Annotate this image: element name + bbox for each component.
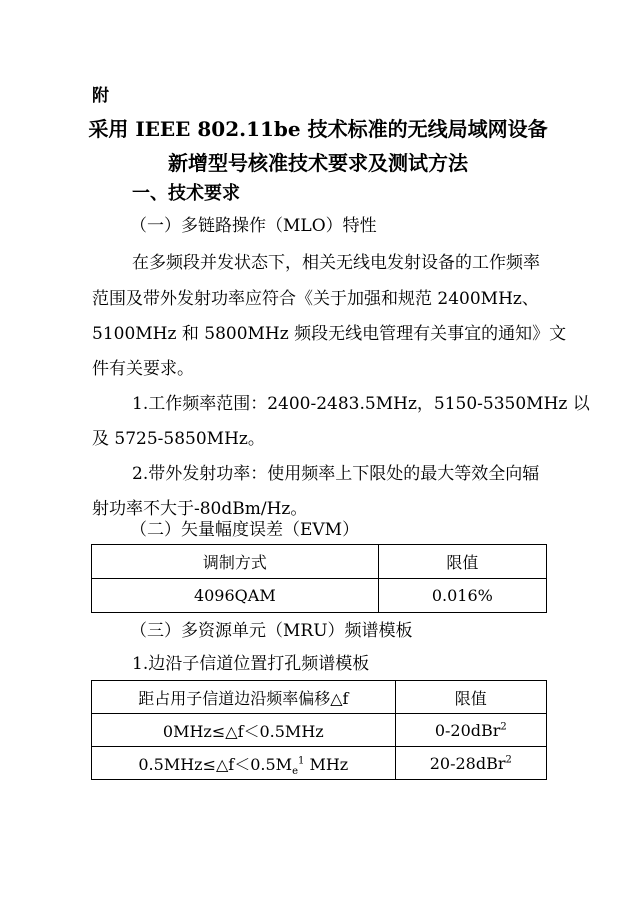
table-cell-frequency-offset	[92, 714, 396, 747]
table-header-row	[92, 681, 547, 714]
mru-spectrum-mask-table	[91, 680, 547, 780]
table-cell-limit	[395, 714, 546, 747]
mlo-paragraph-line: 5100MHz 和 5800MHz 频段无线电管理有关事宜的通知》文	[92, 324, 567, 344]
section-heading-technical-requirements: 一、技术要求	[132, 183, 240, 204]
footnote-marker: 2	[500, 721, 507, 733]
mlo-item-oob-power-cont: 射功率不大于-80dBm/Hz。	[92, 499, 308, 519]
unit-text: MHz	[304, 754, 349, 774]
subsection-heading-mlo: （一）多链路操作（MLO）特性	[130, 216, 377, 236]
table-row	[92, 579, 547, 613]
frequency-offset-text: 0MHz≤△f＜0.5MHz	[162, 721, 324, 741]
table-header-cell: 限值	[395, 681, 546, 714]
table-header-cell: 距占用子信道边沿频率偏移△f	[92, 681, 396, 714]
footnote-marker: 2	[505, 754, 512, 766]
document-title-line-1: 采用 IEEE 802.11be 技术标准的无线局域网设备	[88, 117, 548, 141]
table-cell-frequency-offset	[92, 747, 396, 780]
footnote-marker: 1	[297, 755, 305, 767]
table-header-cell: 限值	[378, 545, 546, 579]
mlo-paragraph-line: 件有关要求。	[92, 359, 194, 379]
subscript-text: e	[292, 765, 298, 777]
table-cell-limit	[395, 747, 546, 780]
table-row	[92, 747, 547, 780]
subsection-heading-evm: （二）矢量幅度误差（EVM）	[130, 520, 360, 540]
document-title-line-2: 新增型号核准技术要求及测试方法	[168, 151, 468, 175]
table-header-row	[92, 545, 547, 579]
limit-text: 0-20dBr	[434, 720, 501, 740]
mlo-paragraph-line: 范围及带外发射功率应符合《关于加强和规范 2400MHz、	[92, 289, 539, 309]
mru-subheading-edge-puncturing: 1.边沿子信道位置打孔频谱模板	[132, 654, 370, 674]
mlo-item-frequency-range-cont: 及 5725-5850MHz。	[92, 429, 265, 449]
table-cell-limit: 0.016%	[378, 579, 546, 613]
mlo-paragraph-line: 在多频段并发状态下，相关无线电发射设备的工作频率	[132, 253, 540, 273]
table-row	[92, 714, 547, 747]
annex-label: 附	[92, 86, 109, 106]
table-header-cell: 调制方式	[92, 545, 379, 579]
limit-text: 20-28dBr	[429, 753, 506, 773]
frequency-offset-text: 0.5MHz≤△f＜0.5M	[138, 754, 293, 774]
mlo-item-oob-power: 2.带外发射功率：使用频率上下限处的最大等效全向辐	[132, 464, 540, 484]
subsection-heading-mru: （三）多资源单元（MRU）频谱模板	[130, 621, 413, 641]
evm-table	[91, 544, 547, 613]
mlo-item-frequency-range: 1.工作频率范围：2400-2483.5MHz，5150-5350MHz 以	[132, 394, 590, 414]
table-cell-modulation: 4096QAM	[92, 579, 379, 613]
